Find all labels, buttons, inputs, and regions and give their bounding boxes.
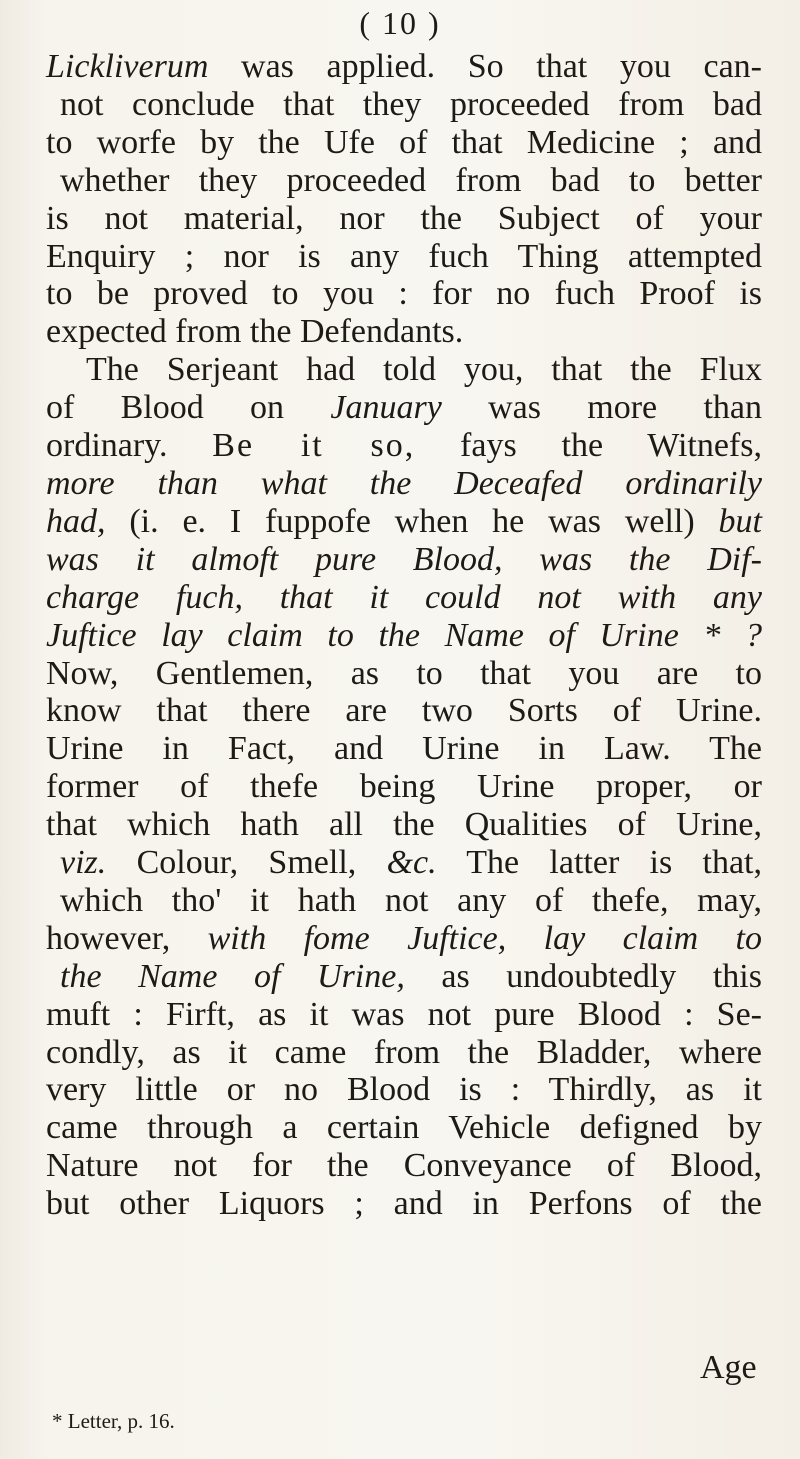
text-run: Be it so,	[212, 427, 416, 465]
text-line	[46, 313, 762, 351]
text-line	[46, 806, 762, 844]
text-line	[46, 200, 762, 238]
text-run: muft : Firft, as it was not pure Blood : Se-	[46, 995, 762, 1033]
text-run: expected from the Defendants.	[46, 313, 464, 351]
catchword: Age	[700, 1349, 757, 1386]
text-line	[46, 958, 762, 996]
italic-text: Juftice lay claim to the Name of Urine * ?	[46, 616, 762, 654]
italic-text: but	[718, 502, 762, 540]
text-run: to be proved to you : for no fuch Proof is	[46, 275, 762, 313]
text-line	[46, 1034, 762, 1072]
text-run: was applied. So that you can-	[208, 48, 762, 85]
text-line	[46, 1109, 762, 1147]
italic-text: &c.	[386, 844, 437, 882]
text-run: to worfe by the Ufe of that Medicine ; and	[46, 123, 762, 161]
italic-text: viz.	[60, 844, 107, 882]
text-line	[46, 920, 762, 958]
text-line	[46, 162, 762, 200]
text-line	[46, 238, 762, 276]
text-run: not conclude that they proceeded from bad	[60, 85, 762, 123]
text-run: former of thefe being Urine proper, or	[46, 768, 762, 806]
text-line	[46, 1185, 762, 1223]
text-line	[46, 844, 762, 882]
text-line	[46, 541, 762, 579]
italic-text: January	[330, 389, 442, 427]
italic-text: Lickliverum	[46, 48, 209, 85]
italic-text: the Name of Urine,	[60, 957, 405, 995]
text-run: that which hath all the Qualities of Urine,	[46, 806, 762, 844]
text-line	[46, 1147, 762, 1185]
text-run: which tho' it hath not any of thefe, may,	[60, 881, 762, 919]
text-line	[46, 730, 762, 768]
text-run: as undoubtedly this	[404, 957, 762, 995]
text-run: Enquiry ; nor is any fuch Thing attempted	[46, 237, 762, 275]
text-run: Colour, Smell,	[106, 844, 387, 882]
text-line	[46, 86, 762, 124]
text-run: ordinary.	[46, 427, 213, 465]
text-run: The latter is that,	[436, 844, 762, 882]
italic-text: charge fuch, that it could not with any	[46, 578, 762, 616]
text-run: The Serjeant had told you, that the Flux	[86, 351, 762, 389]
text-run: condly, as it came from the Bladder, where	[46, 1033, 762, 1071]
text-line	[46, 579, 762, 617]
text-line	[46, 389, 762, 427]
text-run: of Blood on	[46, 389, 331, 427]
text-run: Nature not for the Conveyance of Blood,	[46, 1147, 762, 1185]
text-line	[46, 124, 762, 162]
text-run: fays the Witnefs,	[415, 427, 762, 465]
text-run: is not material, nor the Subject of your	[46, 199, 762, 237]
text-line	[46, 503, 762, 541]
text-line	[46, 1071, 762, 1109]
text-line	[46, 427, 762, 465]
text-line	[46, 351, 762, 389]
page-number: ( 10 )	[359, 5, 441, 41]
text-line	[46, 655, 762, 693]
text-run: whether they proceeded from bad to better	[60, 161, 762, 199]
text-run: was more than	[441, 389, 762, 427]
footnote: * Letter, p. 16.	[52, 1409, 175, 1433]
body-text	[46, 48, 762, 1223]
text-line	[46, 48, 762, 86]
italic-text: with fome Juftice, lay claim to	[207, 919, 763, 957]
text-run: very little or no Blood is : Thirdly, as it	[46, 1071, 762, 1109]
text-line	[46, 996, 762, 1034]
italic-text: had,	[46, 502, 106, 540]
text-run: came through a certain Vehicle defigned by	[46, 1109, 762, 1147]
text-run: however,	[46, 919, 208, 957]
italic-text: was it almoft pure Blood, was the Dif-	[46, 540, 762, 578]
text-run: Urine in Fact, and Urine in Law. The	[46, 730, 762, 768]
text-line	[46, 882, 762, 920]
text-line	[46, 465, 762, 503]
text-line	[46, 692, 762, 730]
text-run: Now, Gentlemen, as to that you are to	[46, 654, 762, 692]
text-line	[46, 275, 762, 313]
italic-text: more than what the Deceafed ordinarily	[46, 464, 762, 502]
text-run: but other Liquors ; and in Perfons of the	[46, 1185, 762, 1223]
text-run: know that there are two Sorts of Urine.	[46, 692, 762, 730]
text-line	[46, 617, 762, 655]
text-run: (i. e. I fuppofe when he was well)	[105, 502, 719, 540]
text-line	[46, 768, 762, 806]
